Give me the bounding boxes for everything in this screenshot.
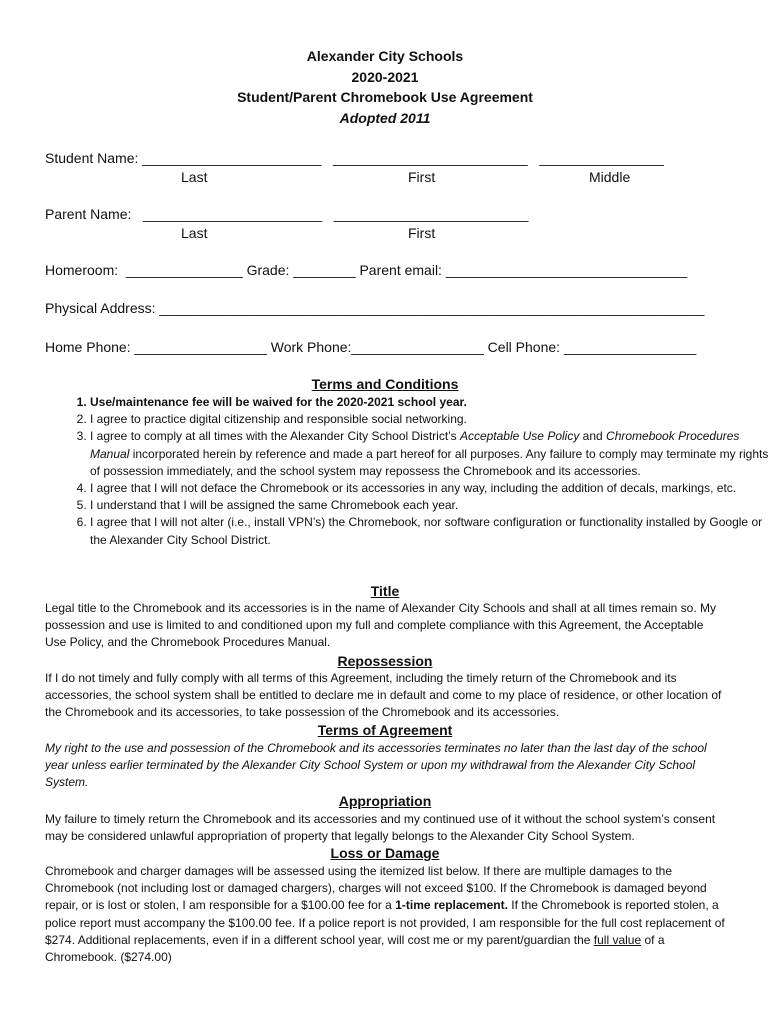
list-item [90, 497, 770, 514]
terms-list [45, 394, 770, 549]
terms-of-agreement-paragraph: My right to the use and possession of the Chromebook and its accessories terminates no later than the last day of the school year unless earlier terminated by the Alexander City School System or upon my withdrawal from the Alexander City School System. [45, 741, 707, 790]
term-3-and: and [579, 429, 607, 444]
loss-damage-paragraph [45, 863, 725, 966]
loss-damage-heading: Loss or Damage [330, 845, 440, 861]
parent-last-label: Last [181, 225, 208, 241]
terms-heading: Terms and Conditions [311, 376, 459, 392]
loss-text-a: Chromebook and charger damages will be assessed using the itemized list below. If there are multiple damages to the Chromebook (not including lost or damaged chargers), charges will not exceed $100. If the Chromebook is damaged beyond repair, or is lost or stolen, I am responsible for a $100.00 fee for a [45, 864, 707, 913]
title-heading: Title [370, 583, 400, 599]
homeroom-grade-email-field[interactable]: Homeroom: _______________ Grade: ________ Parent email: _______________________________ [45, 262, 688, 278]
list-item [90, 428, 770, 480]
repossession-paragraph: If I do not timely and fully comply with all terms of this Agreement, including the timely return of the Chromebook and its accessories, the school system shall be entitled to declare me in default and come to my place of residence, or other location of the Chromebook and its accessories, to take possession of the Chromebook and its accessories. [45, 671, 722, 720]
title-paragraph: Legal title to the Chromebook and its accessories is in the name of Alexander City Schools and shall at all times remain so. My possession and use is limited to and conditioned upon my full and complete compliance with this Agreement, the Acceptable Use Policy, and the Chromebook Procedures Manual. [45, 601, 716, 650]
manual-reference: Chromebook Procedures Manual [90, 429, 740, 461]
adopted-date: Adopted 2011 [339, 109, 431, 126]
term-4-text: I agree that I will not deface the Chromebook or its accessories in any way, including the addition of decals, markings, etc. [90, 481, 737, 496]
parent-first-label: First [408, 225, 436, 241]
appropriation-paragraph: My failure to timely return the Chromebook and its accessories and my continued use of it without the school system’s consent may be considered unlawful appropriation of property that legally belongs to the Alexander City School System. [45, 812, 716, 844]
term-1-text: Use/maintenance fee will be waived for the 2020-2021 school year. [90, 395, 467, 409]
one-time-replacement: 1-time replacement. [395, 898, 508, 913]
document-header [0, 46, 770, 128]
full-value-text: full value [593, 932, 642, 947]
term-5-text: I understand that I will be assigned the same Chromebook each year. [90, 498, 459, 513]
student-middle-label: Middle [589, 169, 631, 185]
list-item [90, 411, 770, 428]
physical-address-field[interactable]: Physical Address: ______________________________________________________________________ [45, 300, 705, 316]
appropriation-heading: Appropriation [338, 793, 432, 809]
list-item [90, 480, 770, 497]
student-name-field[interactable]: Student Name: _______________________ _________________________ ________________ [45, 150, 664, 166]
parent-name-field[interactable]: Parent Name: _______________________ _________________________ [45, 206, 529, 222]
school-year: 2020-2021 [351, 68, 419, 85]
list-item [90, 394, 770, 411]
loss-text-b: If the Chromebook is reported stolen, a police report must accompany the $100.00 fee. If a police report is not provided, I am responsible for the full cost replacement of $274. Additional replacements, even if in a different school year, will cost me or my parent/guardian the [45, 898, 725, 947]
phone-fields[interactable]: Home Phone: _________________ Work Phone:_________________ Cell Phone: _________________ [45, 339, 697, 355]
org-name: Alexander City Schools [306, 48, 464, 64]
term-3-text-b: incorporated herein by reference and made a part hereof for all purposes. Any failure to comply may terminate my rights of possession immediately, and the school system may repossess the Chromebook and its accessories. [90, 446, 769, 478]
aup-reference: Acceptable Use Policy [459, 429, 580, 444]
terms-of-agreement-heading: Terms of Agreement [317, 722, 453, 738]
term-3-text-a: I agree to comply at all times with the Alexander City School District’s [90, 429, 460, 444]
term-6-text: I agree that I will not alter (i.e., install VPN’s) the Chromebook, nor software configuration or functionality installed by Google or the Alexander City School District. [90, 515, 763, 547]
document-title: Student/Parent Chromebook Use Agreement [237, 89, 533, 105]
student-first-label: First [408, 169, 436, 185]
loss-text-c: of a Chromebook. ($274.00) [45, 932, 665, 965]
list-item [90, 514, 770, 548]
student-last-label: Last [181, 169, 208, 185]
repossession-heading: Repossession [337, 653, 433, 669]
term-2-text: I agree to practice digital citizenship and responsible social networking. [90, 412, 467, 427]
